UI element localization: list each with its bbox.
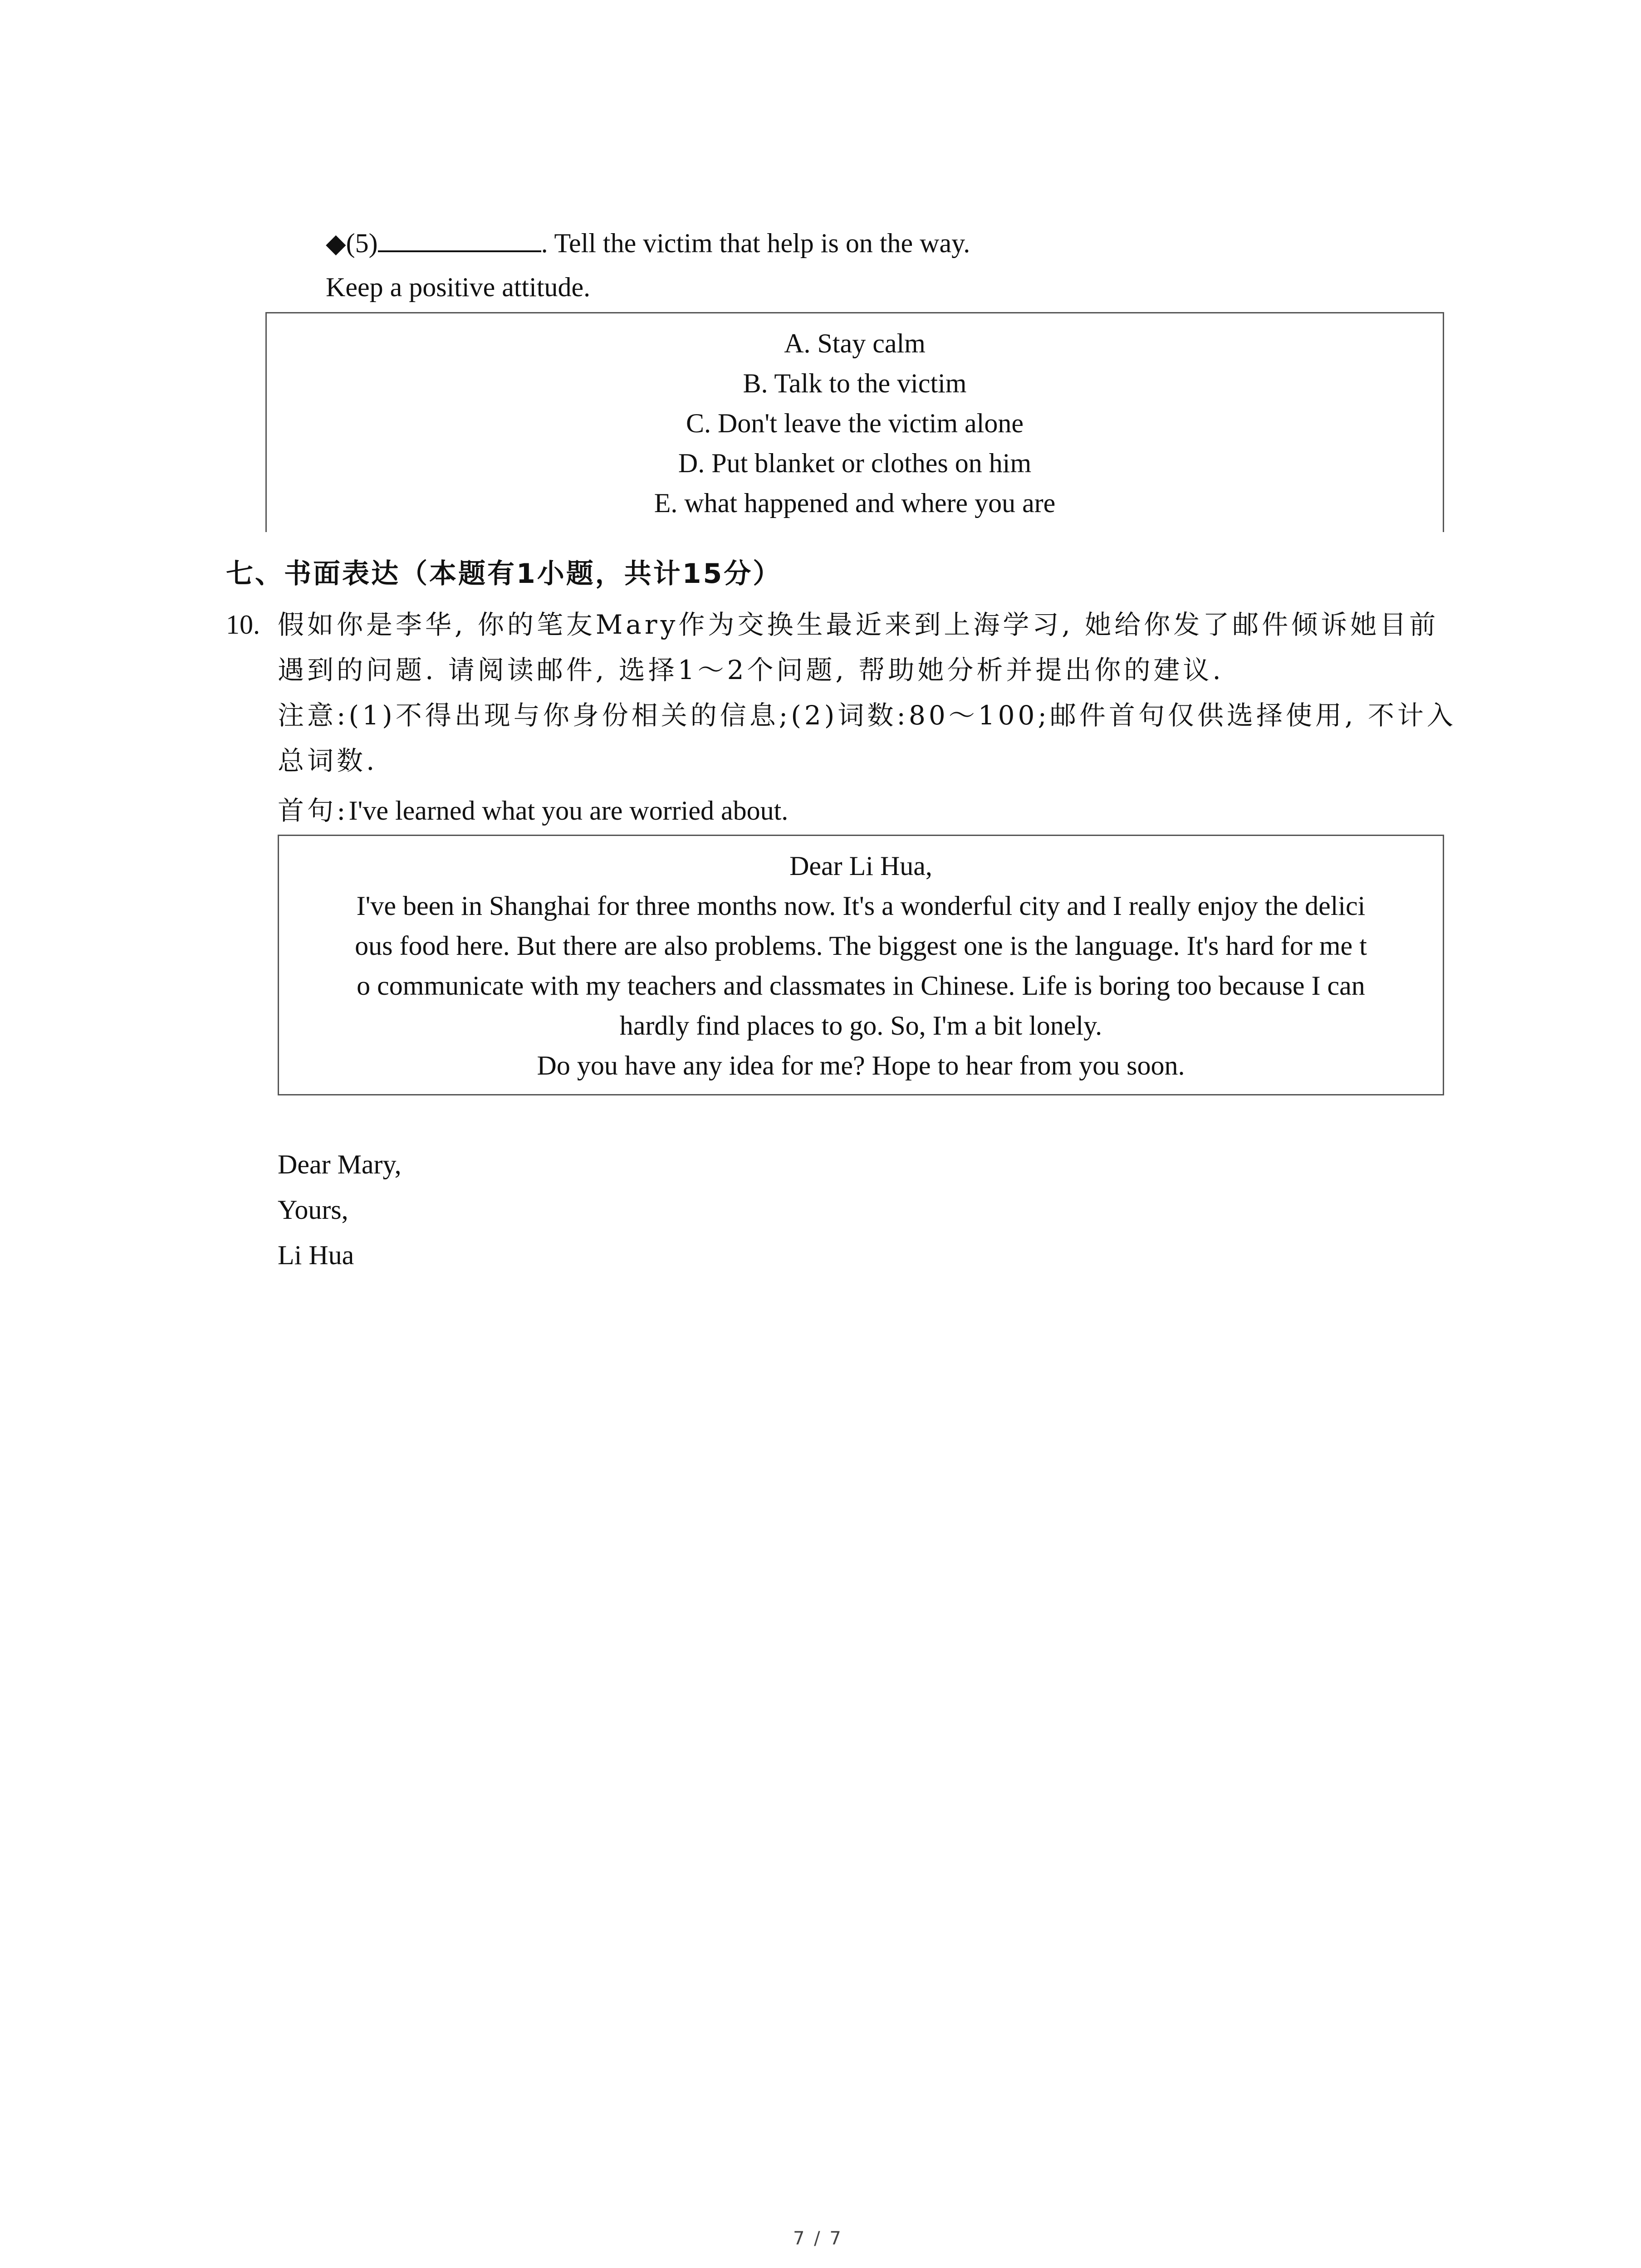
prompt-line-1: 假如你是李华, 你的笔友Mary作为交换生最近来到上海学习, 她给你发了邮件倾诉她目前 — [278, 609, 1439, 640]
item-5-number: (5) — [346, 228, 378, 258]
section-heading: 七、书面表达（本题有1小题，共计15分） — [226, 558, 782, 590]
prompt-line-2: 遇到的问题. 请阅读邮件, 选择1～2个问题, 帮助她分析并提出你的建议. — [278, 655, 1224, 685]
reply-signature: Li Hua — [278, 1240, 354, 1270]
reply-closing: Yours, — [278, 1195, 348, 1225]
letter-line-2: ous food here. But there are also problems. The biggest one is the language. It's hard for me t — [355, 931, 1367, 961]
option-e: E. what happened and where you are — [654, 488, 1056, 518]
item-5-continuation: Keep a positive attitude. — [326, 272, 591, 302]
letter-line-4: hardly find places to go. So, I'm a bit lonely. — [619, 1011, 1102, 1041]
letter-line-3: o communicate with my teachers and classmates in Chinese. Life is boring too because I can — [357, 971, 1365, 1001]
item-5-line — [326, 222, 970, 264]
option-d: D. Put blanket or clothes on him — [678, 448, 1032, 478]
prompt-line-3: 注意:(1)不得出现与你身份相关的信息;(2)词数:80～100;邮件首句仅供选择使用, 不计入 — [278, 700, 1456, 731]
first-sentence-label: 首句: — [278, 795, 349, 826]
page-number: 7 / 7 — [793, 2228, 843, 2249]
item-5-text: . Tell the victim that help is on the way. — [541, 228, 970, 258]
option-c: C. Don't leave the victim alone — [686, 408, 1024, 438]
option-b: B. Talk to the victim — [743, 368, 967, 398]
letter-text — [279, 846, 1443, 1085]
question-number: 10. — [226, 610, 260, 640]
options-list — [267, 323, 1443, 523]
letter-line-5: Do you have any idea for me? Hope to hear from you soon. — [537, 1051, 1185, 1080]
options-box — [265, 312, 1444, 532]
letter-salutation: Dear Li Hua, — [789, 851, 932, 881]
first-sentence-text: I've learned what you are worried about. — [348, 796, 789, 826]
letter-box — [278, 835, 1444, 1095]
letter-line-1: I've been in Shanghai for three months now. It's a wonderful city and I really enjoy the delici — [356, 891, 1366, 921]
first-sentence-line — [278, 790, 788, 831]
reply-greeting: Dear Mary, — [278, 1149, 402, 1179]
option-a: A. Stay calm — [784, 328, 926, 358]
diamond-bullet-icon: ◆ — [326, 228, 346, 259]
answer-blank[interactable] — [378, 222, 541, 252]
prompt-line-4: 总词数. — [278, 745, 378, 776]
